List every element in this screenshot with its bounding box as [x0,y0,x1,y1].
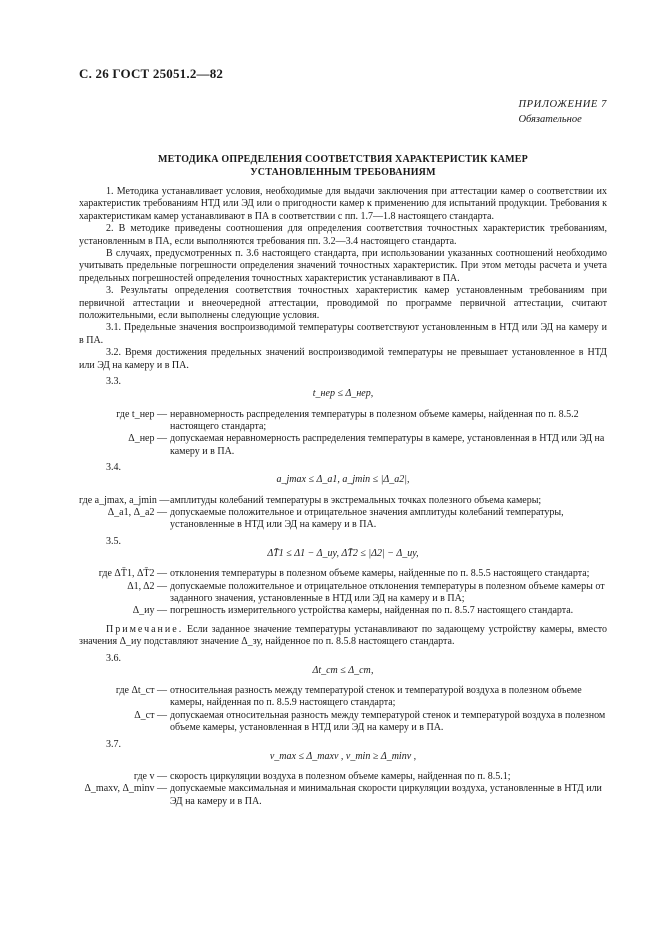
definition-row [79,495,607,507]
note [79,624,607,649]
appendix-number: ПРИЛОЖЕНИЕ 7 [518,99,607,110]
definition-text: погрешность измерительного устройства камеры, найденная по п. 8.5.7 настоящего стандарта. [170,605,574,617]
formula-text: Δt_ст ≤ Δ_ст, [312,664,374,676]
definition-text: неравномерность распределения температуры в полезном объеме камеры, найденная по п. 8.5.2 настоящего стандарта; [170,408,579,432]
definitions-3-3 [79,409,607,459]
item-number: 3.6. [106,652,121,664]
definition-row [79,685,607,710]
item-number: 3.7. [106,738,121,750]
paragraph-4: 3. Результаты определения соответствия точностных характеристик камер установленным требованиям при первичной аттестации и внеочередной аттестации, проводимой по программе первичной аттестации, считают положительными, если выполнены следующие условия. [79,285,607,322]
definition-term: где t_нер — [116,408,167,420]
formula-3-4 [79,462,607,486]
paragraph-3-2: 3.2. Время достижения предельных значений воспроизводимой температуры не превышает установленное в НТД или ЭД на камеру и в ПА. [79,347,607,371]
item-number: 3.4. [106,462,121,474]
document-body [79,186,607,808]
definition-text: допускаемые максимальная и минимальная скорости циркуляции воздуха, установленные в НТД или ЭД на камеру и в ПА. [170,783,602,807]
definition-term: где v — [133,771,167,783]
definition-row [79,568,607,580]
appendix-status: Обязательное [518,114,582,125]
definition-row [79,409,607,434]
formula-text: a_jmax ≤ Δ_a1, a_jmin ≤ |Δ_a2|, [276,474,410,486]
definition-term: где ΔT̄1, ΔT̄2 — [98,568,167,580]
formula-text: ΔT̄1 ≤ Δ1 − Δ_иу, ΔT̄2 ≤ |Δ2| − Δ_иу, [267,547,419,559]
paragraph-1: 1. Методика устанавливает условия, необходимые для выдачи заключения при аттестации камер о соответствии их характеристик требованиям НТД или ЭД или о пригодности камер к применению для испытаний продукции. Требования к характеристикам камер устанавливают в ПА в соответствии с пп. 1.7—1.8 настоящего стандарта. [79,186,607,222]
definitions-3-7 [79,771,607,808]
definitions-3-6 [79,685,607,735]
definition-row [79,771,607,783]
definition-term: Δ_a1, Δ_a2 — [107,506,167,518]
formula-3-3 [79,376,607,400]
definition-row [79,783,607,808]
definition-term: Δ_maxv, Δ_minv — [84,783,167,795]
definition-term: Δ_иу — [132,605,167,617]
formula-3-5 [79,536,607,560]
definition-row [79,605,607,617]
appendix-label [518,97,607,127]
title-line-1: МЕТОДИКА ОПРЕДЕЛЕНИЯ СООТВЕТСТВИЯ ХАРАКТЕРИСТИК КАМЕР [158,154,528,165]
definition-text: амплитуды колебаний температуры в экстремальных точках полезного объема камеры; [170,494,542,506]
definition-term: где a_jmax, a_jmin — [79,494,170,506]
definition-term: Δ_ст — [134,709,167,721]
definition-row [79,433,607,458]
item-number: 3.3. [106,376,121,388]
definition-text: допускаемая относительная разность между температурой стенок и температурой воздуха в полезном объеме камеры, установленная в НТД или ЭД на камеру и в ПА. [170,709,606,734]
note-label: Примечание. [106,623,184,635]
item-number: 3.5. [106,535,121,547]
definition-text: скорость циркуляции воздуха в полезном объеме камеры, найденная по п. 8.5.1; [170,771,511,783]
definition-text: допускаемые положительное и отрицательное отклонения температуры в полезном объеме камеры от заданного значения, установленные в НТД или ЭД на камеру и в ПА; [170,580,605,604]
definition-text: отклонения температуры в полезном объеме камеры, найденные по п. 8.5.5 настоящего стандарта; [170,568,590,580]
definition-term: Δ_нер — [128,433,167,445]
definition-row [79,581,607,606]
definition-text: допускаемые положительное и отрицательное значения амплитуды колебаний температуры, установленные в НТД или ЭД на камеру и в ПА. [170,506,564,531]
note-text: Если заданное значение температуры устанавливают по задающему устройству камеры, вместо значения Δ_иу подставляют значение Δ_зу, найденное по п. 8.5.8 настоящего стандарта. [79,623,608,648]
formula-text: v_max ≤ Δ_maxv , v_min ≥ Δ_minv , [269,750,417,762]
definition-text: относительная разность между температурой стенок и температурой воздуха в полезном объеме камеры, найденная по п. 8.5.9 настоящего стандарта; [170,685,582,709]
formula-3-6 [79,653,607,677]
definitions-3-4 [79,495,607,532]
paragraph-3: В случаях, предусмотренных п. 3.6 настоящего стандарта, при использовании указанных соотношений необходимо учитывать предельные погрешности определения значений точностных характеристик. При этом методы расчета и учета предельных погрешностей определения точностных характеристик устанавливают в ПА. [79,248,607,284]
title-line-2: УСТАНОВЛЕННЫМ ТРЕБОВАНИЯМ [250,167,436,178]
formula-text: t_нер ≤ Δ_нер, [312,388,374,400]
definition-text: допускаемая неравномерность распределения температуры в камере, установленная в НТД или ЭД на камеру и в ПА. [170,433,605,457]
definition-row [79,710,607,735]
definition-term: Δ1, Δ2 — [127,580,167,592]
formula-3-7 [79,739,607,763]
paragraph-2: 2. В методике приведены соотношения для определения соответствия точностных характеристик требованиям, установленным в ПА, если выполняются требования пп. 3.2—3.4 настоящего стандарта. [79,223,607,247]
page-header: С. 26 ГОСТ 25051.2—82 [79,66,224,81]
definition-row [79,507,607,532]
definitions-3-5 [79,568,607,618]
definition-term: где Δt_ст — [115,685,167,696]
document-title [79,153,607,179]
paragraph-3-1: 3.1. Предельные значения воспроизводимой температуры соответствуют установленным в НТД или ЭД на камеру и в ПА. [79,322,607,346]
